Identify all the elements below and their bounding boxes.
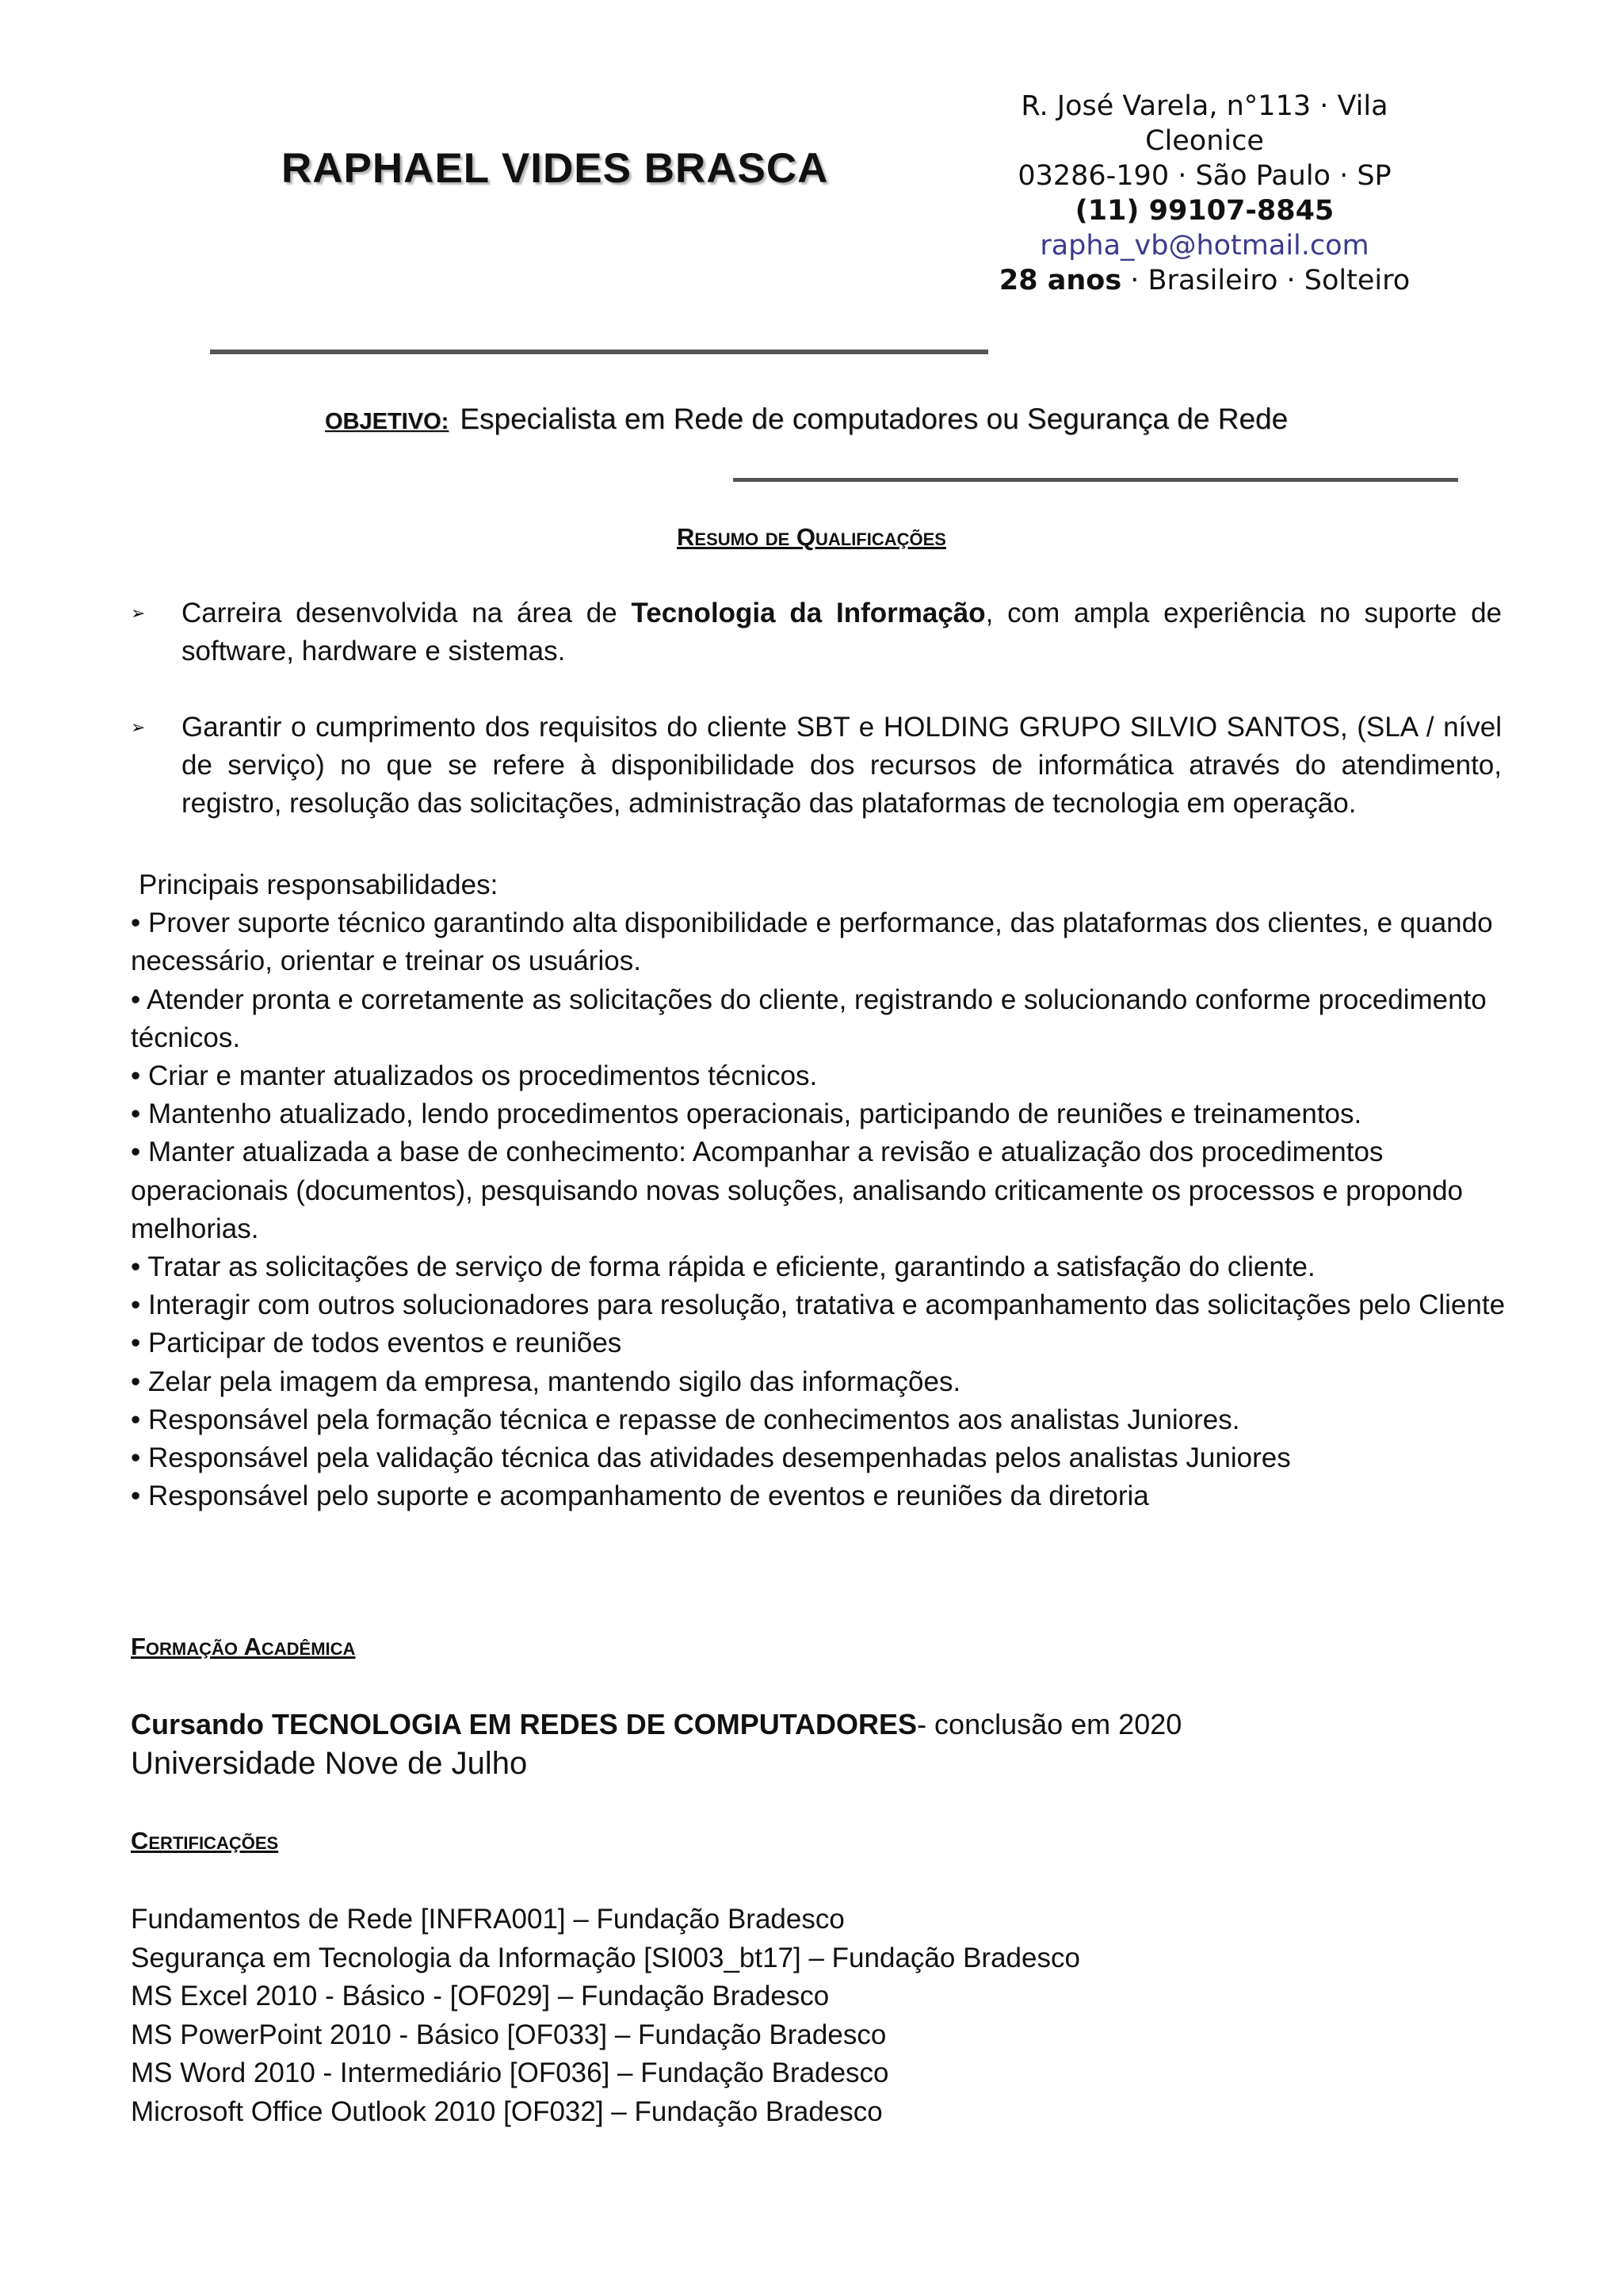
education-school: Universidade Nove de Julho [131, 1746, 528, 1781]
qualification-text: Carreira desenvolvida na área de [181, 598, 632, 628]
divider-objective [733, 478, 1458, 482]
address-line-1: R. José Varela, n°113 · Vila [1021, 90, 1388, 122]
qualification-item-1 [131, 594, 1502, 670]
objective-label: OBJETIVO: [325, 409, 449, 434]
list-item: • Interagir com outros solucionadores para resolução, tratativa e acompanhamento das solicitações pelo Cliente [131, 1289, 1506, 1321]
arrow-bullet-icon: ➢ [131, 603, 146, 623]
age: 28 anos [999, 265, 1122, 296]
city-line: 03286-190 · São Paulo · SP [1018, 160, 1392, 192]
phone-number: (11) 99107-8845 [1075, 195, 1335, 227]
qualification-item-2 [131, 709, 1502, 823]
list-item: • Manter atualizada a base de conhecimento: Acompanhar a revisão e atualização dos procedimentos operacionais (documentos), pesquisando novas soluções, analisando criticamente os processos e propondo melhorias. [131, 1137, 1464, 1244]
arrow-bullet-icon: ➢ [131, 717, 146, 737]
certifications-heading: Certificações [131, 1827, 279, 1855]
education-course [131, 1708, 1182, 1741]
list-item: • Tratar as solicitações de serviço de forma rápida e eficiente, garantindo a satisfação do cliente. [131, 1251, 1316, 1283]
list-item: MS Word 2010 - Intermediário [OF036] – Fundação Bradesco [131, 2057, 889, 2088]
list-item: • Zelar pela imagem da empresa, mantendo sigilo das informações. [131, 1366, 961, 1397]
course-conclusion: - conclusão em 2020 [917, 1708, 1182, 1740]
education-heading: Formação Acadêmica [131, 1633, 356, 1660]
list-item: • Responsável pela validação técnica das atividades desempenhadas pelos analistas Juniores [131, 1442, 1291, 1474]
qualification-text: , com ampla experiência no suporte de software, hardware e sistemas. [181, 598, 1502, 667]
certifications-list [131, 1901, 1080, 2131]
nationality-status: · Brasileiro · Solteiro [1121, 265, 1411, 296]
list-item: Fundamentos de Rede [INFRA001] – Fundação Bradesco [131, 1904, 845, 1935]
personal-details [983, 263, 1426, 298]
list-item: MS Excel 2010 - Básico - [OF029] – Fundação Bradesco [131, 1981, 830, 2011]
qualification-highlight: Tecnologia da Informação [631, 598, 986, 628]
objective [325, 403, 1288, 436]
qualifications-heading: Resumo de Qualificações [677, 523, 946, 551]
objective-text: Especialista em Rede de computadores ou Segurança de Rede [460, 403, 1289, 435]
list-item: • Responsável pelo suporte e acompanhamento de eventos e reuniões da diretoria [131, 1480, 1149, 1512]
qualifications-list [131, 594, 1502, 861]
qualification-text: Garantir o cumprimento dos requisitos do cliente SBT e HOLDING GRUPO SILVIO SANTOS, (SLA / nível de serviço) no que se refere à disponibilidade dos recursos de informática através do atendimento, registro, resolução das solicitações, administração das plataformas de tecnologia em operação. [181, 712, 1502, 819]
divider-top [210, 350, 988, 354]
list-item: MS PowerPoint 2010 - Básico [OF033] – Fundação Bradesco [131, 2019, 887, 2050]
list-item: • Participar de todos eventos e reuniões [131, 1328, 622, 1359]
list-item: Segurança em Tecnologia da Informação [SI003_bt17] – Fundação Bradesco [131, 1942, 1080, 1973]
address-line-2: Cleonice [1145, 125, 1264, 157]
email-link[interactable]: rapha_vb@hotmail.com [1040, 230, 1369, 262]
course-name: Cursando TECNOLOGIA EM REDES DE COMPUTADORES [131, 1708, 918, 1740]
list-item: • Atender pronta e corretamente as solicitações do cliente, registrando e solucionando conforme procedimento técnicos. [131, 984, 1487, 1053]
responsibilities-intro: Principais responsabilidades: [139, 869, 498, 900]
list-item: Microsoft Office Outlook 2010 [OF032] – Fundação Bradesco [131, 2095, 883, 2127]
list-item: • Prover suporte técnico garantindo alta disponibilidade e performance, das plataformas dos clientes, e quando necessário, orientar e treinar os usuários. [131, 907, 1493, 977]
list-item: • Mantenho atualizado, lendo procedimentos operacionais, participando de reuniões e treinamentos. [131, 1098, 1362, 1130]
contact-block [983, 89, 1426, 298]
list-item: • Criar e manter atualizados os procedimentos técnicos. [131, 1060, 818, 1092]
list-item: • Responsável pela formação técnica e repasse de conhecimentos aos analistas Juniores. [131, 1404, 1240, 1435]
responsibilities-list [131, 866, 1526, 1515]
candidate-name: RAPHAEL VIDES BRASCA [281, 145, 829, 192]
